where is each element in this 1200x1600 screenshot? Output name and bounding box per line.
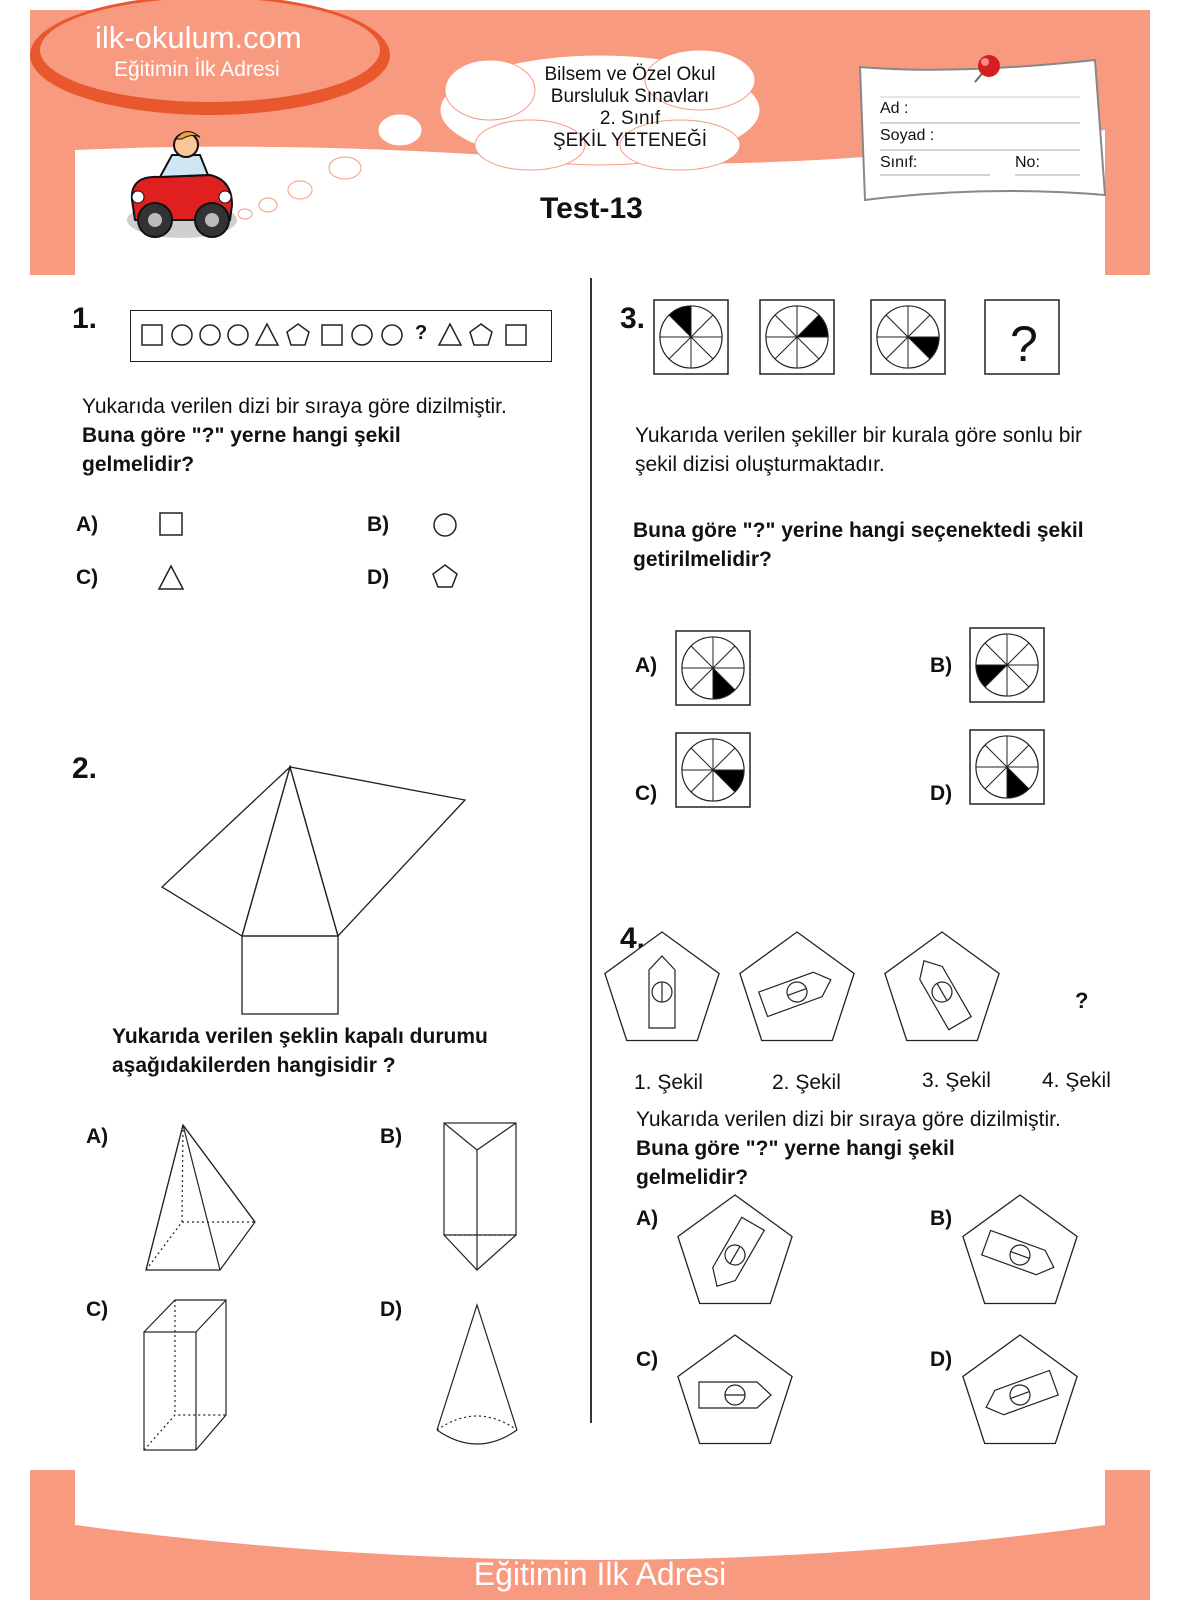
q1-text: Yukarıda verilen dizi bir sıraya göre dizilmiştir. bbox=[82, 395, 507, 418]
q4-option-a-icon bbox=[678, 1195, 792, 1304]
q4-option-a-label[interactable]: A) bbox=[636, 1207, 659, 1230]
footer-site-subtitle: Eğitimin İlk Adresi bbox=[473, 1556, 727, 1592]
q4-option-b-label[interactable]: B) bbox=[930, 1207, 953, 1230]
q3-option-c-label[interactable]: C) bbox=[635, 782, 658, 805]
q4-label-1: 1. Şekil bbox=[634, 1071, 703, 1094]
q4-option-c-label[interactable]: C) bbox=[636, 1348, 659, 1371]
q4-label-4: 4. Şekil bbox=[1042, 1069, 1111, 1092]
q2-option-b-label[interactable]: B) bbox=[380, 1125, 403, 1148]
q4-label-3: 3. Şekil bbox=[922, 1069, 991, 1092]
q1-option-c-label[interactable]: C) bbox=[76, 566, 99, 589]
q3-text: Yukarıda verilen şekiller bir kurala göre sonlu bir şekil dizisi oluşturmaktadır. bbox=[635, 424, 1083, 476]
q4-option-c-icon bbox=[678, 1335, 792, 1444]
q3-option-d-label[interactable]: D) bbox=[930, 782, 953, 805]
q4-option-d-label[interactable]: D) bbox=[930, 1348, 953, 1371]
q2-number: 2. bbox=[72, 752, 98, 785]
form-number-label: No: bbox=[1015, 154, 1040, 171]
cloud-line-3: 2. Sınıf bbox=[599, 108, 661, 129]
q2-option-d-label[interactable]: D) bbox=[380, 1298, 403, 1321]
q4-figure-3-icon bbox=[885, 932, 999, 1041]
q4-option-b-icon bbox=[963, 1195, 1077, 1304]
q1-option-b-label[interactable]: B) bbox=[367, 513, 390, 536]
q3-question: Buna göre "?" yerine hangi seçenektedi şekil getirilmelidir? bbox=[633, 519, 1084, 571]
q4-figure-2-icon bbox=[740, 932, 854, 1041]
q4-text: Yukarıda verilen dizi bir sıraya göre dizilmiştir. bbox=[636, 1108, 1061, 1131]
q4-question: Buna göre "?" yerne hangi şekil gelmelidir? bbox=[636, 1137, 955, 1189]
cloud-line-4: ŞEKİL YETENEĞİ bbox=[552, 130, 708, 151]
q1-sequence-question-mark: ? bbox=[415, 322, 428, 344]
q3-option-b-label[interactable]: B) bbox=[930, 654, 953, 677]
q1-question: Buna göre "?" yerne hangi şekil gelmelidir? bbox=[82, 424, 401, 476]
q2-option-a-label[interactable]: A) bbox=[86, 1125, 109, 1148]
q2-question: Yukarıda verilen şeklin kapalı durumu aşağıdakilerden hangisidir ? bbox=[112, 1025, 488, 1077]
cloud-line-2: Bursluluk Sınavları bbox=[550, 86, 710, 107]
q4-question-mark: ? bbox=[1075, 988, 1089, 1013]
q4-figure-1-icon bbox=[605, 932, 719, 1041]
form-name-label: Ad : bbox=[880, 100, 909, 117]
form-surname-label: Soyad : bbox=[880, 127, 935, 144]
q3-option-a-label[interactable]: A) bbox=[635, 654, 658, 677]
q4-option-d-icon bbox=[963, 1335, 1077, 1444]
footer-site-title[interactable]: ilk-okulum.com bbox=[459, 1510, 741, 1557]
site-subtitle: Eğitimin İlk Adresi bbox=[114, 58, 280, 81]
cloud-line-1: Bilsem ve Özel Okul bbox=[544, 64, 716, 85]
q1-number: 1. bbox=[72, 302, 98, 335]
q3-question-mark: ? bbox=[1010, 316, 1038, 372]
site-title[interactable]: ilk-okulum.com bbox=[95, 20, 302, 55]
form-class-label: Sınıf: bbox=[880, 154, 918, 171]
q1-option-d-label[interactable]: D) bbox=[367, 566, 390, 589]
test-title: Test-13 bbox=[540, 192, 643, 225]
q4-label-2: 2. Şekil bbox=[772, 1071, 841, 1094]
q3-number: 3. bbox=[620, 302, 646, 335]
q4-number: 4. bbox=[620, 922, 646, 955]
q1-option-a-label[interactable]: A) bbox=[76, 513, 99, 536]
q2-option-c-label[interactable]: C) bbox=[86, 1298, 109, 1321]
